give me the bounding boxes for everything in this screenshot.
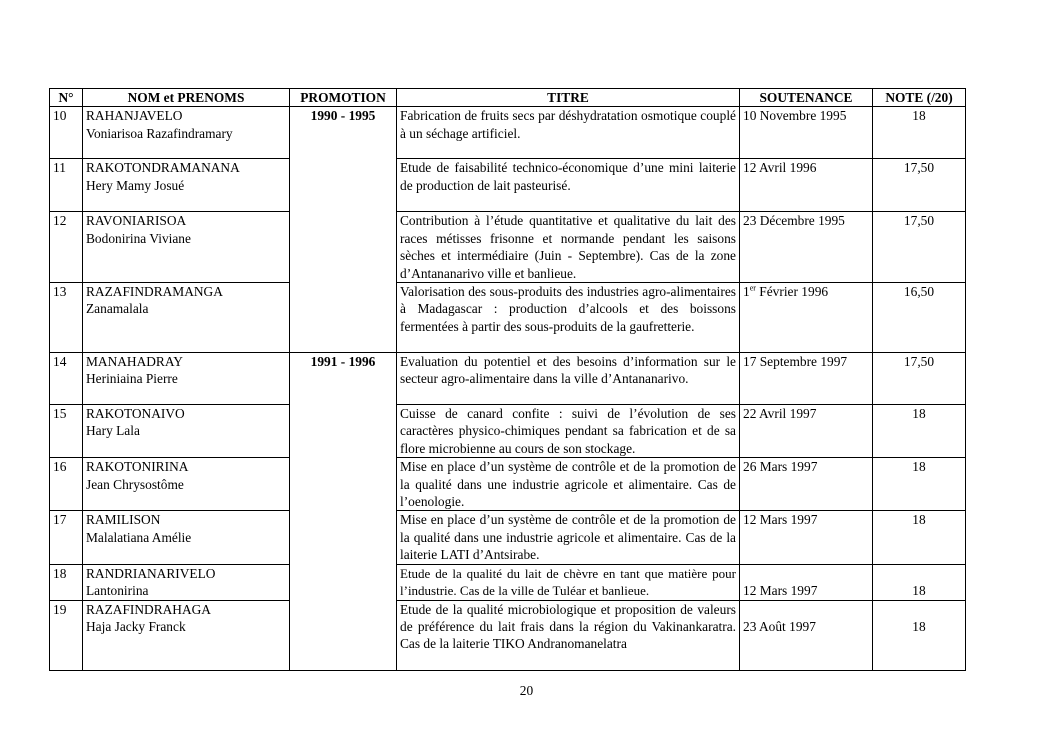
row-surname: RAHANJAVELO — [86, 108, 183, 124]
row-name — [83, 511, 290, 564]
row-promotion — [290, 283, 397, 353]
row-soutenance: 12 Avril 1996 — [740, 159, 873, 212]
row-titre: Etude de la qualité du lait de chèvre en tant que matière pour l’industrie. Cas de la ville de Tuléar et banlieue. — [397, 564, 740, 600]
header-num: N° — [50, 89, 83, 107]
row-num: 11 — [50, 159, 83, 212]
table-row — [50, 511, 966, 564]
table-row — [50, 283, 966, 353]
row-surname: RAKOTONDRAMANANA — [86, 160, 240, 176]
row-name — [83, 107, 290, 159]
row-num: 19 — [50, 600, 83, 670]
row-name — [83, 564, 290, 600]
row-name — [83, 283, 290, 353]
row-num: 16 — [50, 458, 83, 511]
table-row — [50, 405, 966, 458]
row-promotion — [290, 212, 397, 283]
header-note: NOTE (/20) — [873, 89, 966, 107]
row-surname: RAZAFINDRAMANGA — [86, 284, 223, 300]
table-row — [50, 159, 966, 212]
row-promotion — [290, 159, 397, 212]
soutenance-month-year: Février 1996 — [759, 284, 829, 300]
row-firstnames: Zanamalala — [86, 301, 149, 317]
row-name — [83, 353, 290, 405]
row-titre: Mise en place d’un système de contrôle et de la promotion de la qualité dans une industrie agricole et alimentaire. Cas de l’oenologie. — [397, 458, 740, 511]
row-titre: Fabrication de fruits secs par déshydratation osmotique couplé à un séchage artificiel. — [397, 107, 740, 159]
row-firstnames: Lantonirina — [86, 583, 149, 599]
row-surname: RAVONIARISOA — [86, 213, 187, 229]
row-surname: RAKOTONIRINA — [86, 459, 189, 475]
row-promotion — [290, 600, 397, 670]
row-soutenance: 23 Décembre 1995 — [740, 212, 873, 283]
row-num: 18 — [50, 564, 83, 600]
row-soutenance: 12 Mars 1997 — [740, 564, 873, 600]
table-row — [50, 212, 966, 283]
row-firstnames: Jean Chrysostôme — [86, 476, 184, 492]
row-soutenance: 26 Mars 1997 — [740, 458, 873, 511]
row-soutenance: 10 Novembre 1995 — [740, 107, 873, 159]
row-note: 18 — [873, 458, 966, 511]
header-nom: NOM et PRENOMS — [83, 89, 290, 107]
row-soutenance: 17 Septembre 1997 — [740, 353, 873, 405]
row-surname: RAKOTONAIVO — [86, 406, 185, 422]
row-note: 18 — [873, 600, 966, 670]
row-titre: Cuisse de canard confite : suivi de l’évolution de ses caractères physico-chimiques pendant sa fabrication et de sa flore microbienne au cours de son stockage. — [397, 405, 740, 458]
row-surname: RANDRIANARIVELO — [86, 565, 216, 581]
row-note: 18 — [873, 511, 966, 564]
row-titre: Etude de faisabilité technico-économique d’une mini laiterie de production de lait pasteurisé. — [397, 159, 740, 212]
row-titre: Evaluation du potentiel et des besoins d’information sur le secteur agro-alimentaire dans la ville d’Antananarivo. — [397, 353, 740, 405]
row-note: 17,50 — [873, 212, 966, 283]
row-firstnames: Hery Mamy Josué — [86, 177, 185, 193]
header-soutenance: SOUTENANCE — [740, 89, 873, 107]
row-num: 10 — [50, 107, 83, 159]
row-note: 17,50 — [873, 353, 966, 405]
row-firstnames: Bodonirina Viviane — [86, 230, 191, 246]
row-name — [83, 405, 290, 458]
table-row — [50, 353, 966, 405]
row-name — [83, 600, 290, 670]
table-row — [50, 107, 966, 159]
soutenance-day: 1 — [743, 284, 750, 300]
row-note: 16,50 — [873, 283, 966, 353]
row-promotion: 1991 - 1996 — [290, 353, 397, 405]
row-promotion — [290, 564, 397, 600]
row-soutenance: 12 Mars 1997 — [740, 511, 873, 564]
row-titre: Etude de la qualité microbiologique et proposition de valeurs de préférence du lait frais dans la région du Vakinankaratra. Cas de la laiterie TIKO Andranomanelatra — [397, 600, 740, 670]
row-firstnames: Heriniaina Pierre — [86, 371, 178, 387]
row-promotion — [290, 405, 397, 458]
row-note: 18 — [873, 405, 966, 458]
row-note: 18 — [873, 107, 966, 159]
row-titre: Mise en place d’un système de contrôle et de la promotion de la qualité dans une industrie agricole et alimentaire. Cas de la laiterie LATI d’Antsirabe. — [397, 511, 740, 564]
row-name — [83, 212, 290, 283]
header-row — [50, 89, 966, 107]
row-firstnames: Malalatiana Amélie — [86, 529, 192, 545]
row-promotion — [290, 458, 397, 511]
row-name — [83, 458, 290, 511]
soutenance-day-suffix: er — [749, 283, 756, 293]
row-note: 18 — [873, 564, 966, 600]
table-row — [50, 564, 966, 600]
row-num: 15 — [50, 405, 83, 458]
row-name — [83, 159, 290, 212]
row-soutenance — [740, 283, 873, 353]
row-surname: MANAHADRAY — [86, 354, 183, 370]
thesis-table — [49, 88, 966, 671]
row-num: 12 — [50, 212, 83, 283]
row-firstnames: Haja Jacky Franck — [86, 618, 186, 634]
header-titre: TITRE — [397, 89, 740, 107]
row-note: 17,50 — [873, 159, 966, 212]
row-num: 13 — [50, 283, 83, 353]
row-promotion: 1990 - 1995 — [290, 107, 397, 159]
row-num: 17 — [50, 511, 83, 564]
row-soutenance: 22 Avril 1997 — [740, 405, 873, 458]
row-surname: RAZAFINDRAHAGA — [86, 601, 211, 617]
row-firstnames: Voniarisoa Razafindramary — [86, 125, 233, 141]
table-row — [50, 600, 966, 670]
row-titre: Contribution à l’étude quantitative et qualitative du lait des races métisses frisonne et normande pendant les saisons sèches et intermédiaire (Juin - Septembre). Cas de la zone d’Antananarivo ville et banlieue. — [397, 212, 740, 283]
row-num: 14 — [50, 353, 83, 405]
row-promotion — [290, 511, 397, 564]
page-number: 20 — [519, 683, 534, 698]
table-row — [50, 458, 966, 511]
row-titre: Valorisation des sous-produits des industries agro-alimentaires à Madagascar : production d’alcools et des boissons fermentées à partir des sous-produits de la gaufretterie. — [397, 283, 740, 353]
row-soutenance: 23 Août 1997 — [740, 600, 873, 670]
row-firstnames: Hary Lala — [86, 423, 140, 439]
row-surname: RAMILISON — [86, 512, 161, 528]
header-promotion: PROMOTION — [290, 89, 397, 107]
